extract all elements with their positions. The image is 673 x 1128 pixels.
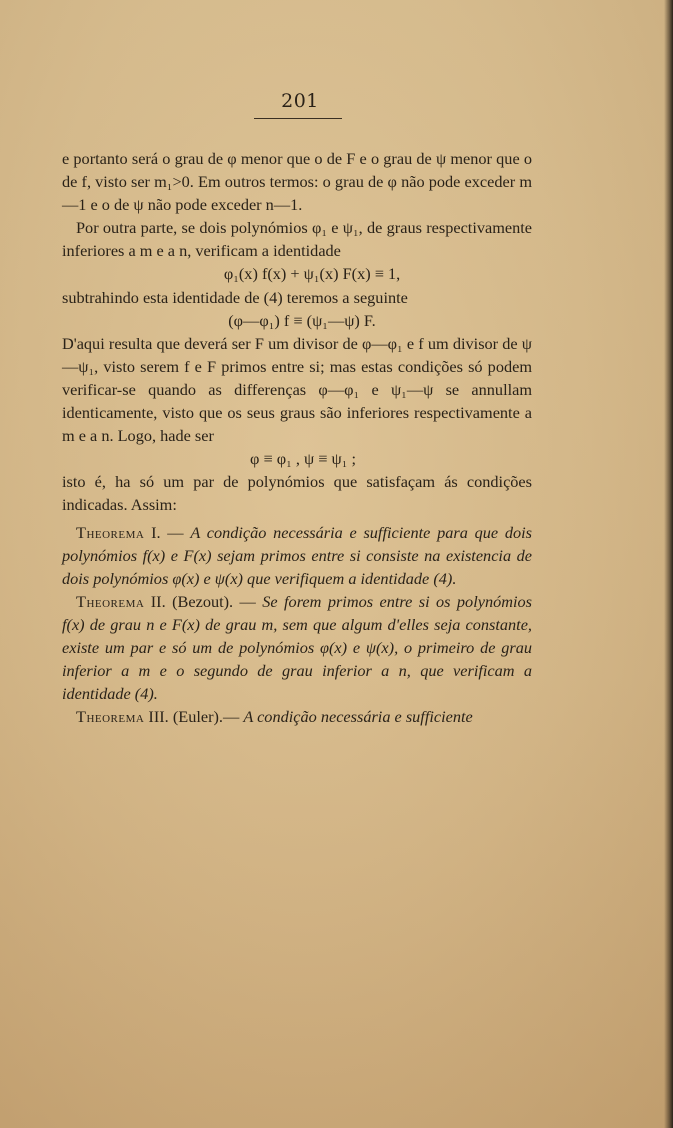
page-number: 201 [281,90,319,112]
theorem-label: Theorema [76,522,145,542]
paragraph-5: isto é, ha só um par de polynómios que satisfaçam ás condições indicadas. Assim: [62,472,532,515]
page-body [62,147,532,728]
theorem-numeral: I. — [151,522,184,542]
theorem-body: A condição necessária e sufficiente [243,707,473,727]
theorem-1 [62,521,532,590]
header-rule [254,118,342,119]
theorem-label: Theorema [76,591,145,611]
theorem-body: Se forem primos entre si os polynómios f(x) de grau n e F(x) de grau m, sem que algum d'elles seja constante, existe um par e só um de polynómios φ(x) e ψ(x), o primeiro de grau inferior a m e o segundo de grau inferior a n, que verificam a identidade (4). [62,591,532,704]
paragraph-4: D'aqui resulta que deverá ser F um divisor de φ—φ₁ e f um divisor de ψ—ψ₁, visto serem f e F primos entre si; mas estas condições só podem verificar-se quando as differenças φ—φ₁ e ψ₁—ψ se annullam identicamente, visto que os seus graus são inferiores respectivamente a m e a n. Logo, hade ser [62,333,532,446]
theorem-body: A condição necessária e sufficiente para que dois polynómios f(x) e F(x) sejam primos entre si consiste na existencia de dois polynómios φ(x) e ψ(x) que verifiquem a identidade (4). [62,522,532,588]
theorem-numeral: II. (Bezout). — [150,591,256,611]
paragraph-1: e portanto será o grau de φ menor que o de F e o grau de ψ menor que o de f, visto ser m₁>0. Em outros termos: o grau de φ não pode exceder m—1 e o de ψ não pode exceder n—1. [62,149,532,215]
theorem-label: Theorema [76,707,145,727]
theorem-numeral: III. (Euler).— [148,707,240,727]
formula-difference: (φ—φ₁) f ≡ (ψ₁—ψ) F. [228,310,376,330]
theorem-3 [62,705,532,728]
formula-identity: φ₁(x) f(x) + ψ₁(x) F(x) ≡ 1, [223,264,401,284]
paragraph-2: Por outra parte, se dois polynómios φ₁ e ψ₁, de graus respectivamente inferiores a m e a n, verificam a identidade [62,218,532,261]
paragraph-3: subtrahindo esta identidade de (4) teremos a seguinte [62,287,408,307]
theorem-2 [62,590,532,705]
formula-equality: φ ≡ φ₁ , ψ ≡ ψ₁ ; [250,449,356,469]
